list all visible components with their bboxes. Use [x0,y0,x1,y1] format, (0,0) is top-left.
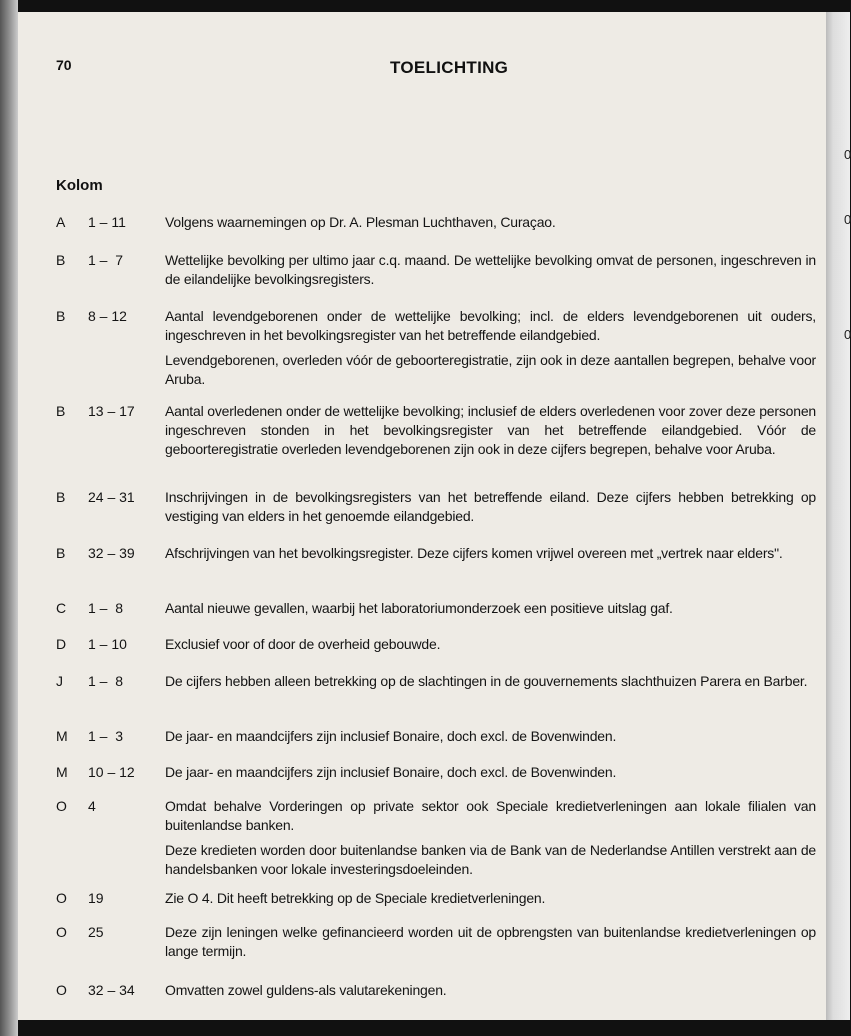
entry-column-range: 1 – 8 [88,673,124,689]
explanation-entry [56,635,816,660]
entry-paragraph: Deze kredieten worden door buitenlandse banken via de Bank van de Nederlandse Antillen verstrekt aan de handelsbanken voor lokale investeringsdoeleinden. [165,842,816,877]
entry-text [165,727,816,746]
entry-text [165,544,816,563]
entry-table-letter: B [56,489,66,505]
entry-text [165,488,816,526]
explanation-entry [56,307,816,395]
entry-paragraph: Afschrijvingen van het bevolkingsregister. Deze cijfers komen vrijwel overeen met „vertrek naar elders". [165,545,783,561]
entry-table-letter: M [56,764,68,780]
explanation-entry [56,599,816,624]
entry-paragraph: Omvatten zowel guldens-als valutarekeningen. [165,982,447,998]
column-heading: Kolom [56,177,103,194]
entry-table-letter: A [56,214,66,230]
entry-table-letter: B [56,252,66,268]
entry-paragraph: Volgens waarnemingen op Dr. A. Plesman Luchthaven, Curaçao. [165,214,556,230]
entry-column-range: 25 [88,924,104,940]
explanation-entry [56,544,816,569]
entry-column-range: 10 – 12 [88,764,135,780]
entry-table-letter: C [56,600,67,616]
entry-paragraph: Levendgeborenen, overleden vóór de geboorteregistratie, zijn ook in deze aantallen begrepen, behalve voor Aruba. [165,352,816,387]
entry-column-range: 1 – 10 [88,636,127,652]
entry-column-range: 8 – 12 [88,308,127,324]
entry-table-letter: B [56,545,66,561]
entry-paragraph: De jaar- en maandcijfers zijn inclusief Bonaire, doch excl. de Bovenwinden. [165,764,617,780]
entry-text [165,635,816,654]
entry-column-range: 19 [88,890,104,906]
entry-text [165,251,816,289]
entry-column-range: 1 – 7 [88,252,124,268]
entry-table-letter: D [56,636,67,652]
entry-text [165,672,816,691]
page-title: TOELICHTING [390,58,509,77]
explanation-entry [56,889,816,914]
scan-left-edge [0,0,18,1036]
entry-paragraph: Aantal levendgeborenen onder de wettelijke bevolking; incl. de elders levendgeborenen uit ouders, ingeschreven in het bevolkingsregister van het betreffende eilandgebied. [165,308,816,343]
entry-column-range: 32 – 39 [88,545,135,561]
entry-paragraph: Deze zijn leningen welke gefinancieerd worden uit de opbrengsten van buitenlandse kredietverleningen op lange termijn. [165,924,816,959]
entry-paragraph: De jaar- en maandcijfers zijn inclusief Bonaire, doch excl. de Bovenwinden. [165,728,617,744]
entry-column-range: 1 – 3 [88,728,124,744]
entry-column-range: 13 – 17 [88,403,135,419]
entry-paragraph: De cijfers hebben alleen betrekking op de slachtingen in de gouvernements slachthuizen Parera en Barber. [165,673,808,689]
entry-table-letter: O [56,924,67,940]
entry-text [165,923,816,961]
entry-text [165,599,816,618]
explanation-entry [56,797,816,885]
entry-paragraph: Aantal nieuwe gevallen, waarbij het laboratoriumonderzoek een positieve uitslag gaf. [165,600,673,616]
entry-table-letter: M [56,728,68,744]
explanation-entry [56,402,816,465]
entry-paragraph: Zie O 4. Dit heeft betrekking op de Speciale kredietverleningen. [165,890,546,906]
entry-table-letter: O [56,890,67,906]
entry-paragraph: Inschrijvingen in de bevolkingsregisters van het betreffende eiland. Deze cijfers hebben betrekking op vestiging van elders in het genoemde eilandgebied. [165,489,816,524]
page-number: 70 [56,57,72,73]
entry-text [165,797,816,879]
entry-column-range: 1 – 11 [88,214,126,230]
entry-text [165,763,816,782]
explanation-entry [56,923,816,967]
entry-text [165,213,816,232]
explanation-entry [56,763,816,788]
entry-paragraph: Omdat behalve Vorderingen op private sektor ook Speciale kredietverleningen aan lokale filialen van buitenlandse banken. [165,798,816,833]
entry-paragraph: Wettelijke bevolking per ultimo jaar c.q. maand. De wettelijke bevolking omvat de personen, ingeschreven in de eilandelijke bevolkingsregisters. [165,252,816,287]
entry-table-letter: B [56,403,66,419]
explanation-entry [56,727,816,752]
explanation-entry [56,251,816,295]
entry-text [165,402,816,459]
entry-text [165,307,816,389]
entry-table-letter: O [56,982,67,998]
explanation-entry [56,981,816,1006]
entry-column-range: 32 – 34 [88,982,135,998]
explanation-entry [56,213,816,238]
entry-column-range: 24 – 31 [88,489,135,505]
entry-table-letter: O [56,798,67,814]
entry-text [165,889,816,908]
entry-table-letter: J [56,673,63,689]
entry-column-range: 1 – 8 [88,600,124,616]
entry-paragraph: Aantal overledenen onder de wettelijke bevolking; inclusief de elders overledenen voor zover deze personen ingeschreven stonden in het bevolkingsregister van het betreffende eilandgebied. Vóór de geboorteregistratie overleden levendgeborenen zijn ook in deze cijfers begrepen, behalve voor Aruba. [165,403,816,457]
scan-right-edge: 0 0 0 [826,12,850,1020]
entry-column-range: 4 [88,798,96,814]
entry-text [165,981,816,1000]
explanation-entry [56,488,816,532]
explanation-entry [56,672,816,697]
entry-table-letter: B [56,308,66,324]
entry-paragraph: Exclusief voor of door de overheid gebouwde. [165,636,441,652]
